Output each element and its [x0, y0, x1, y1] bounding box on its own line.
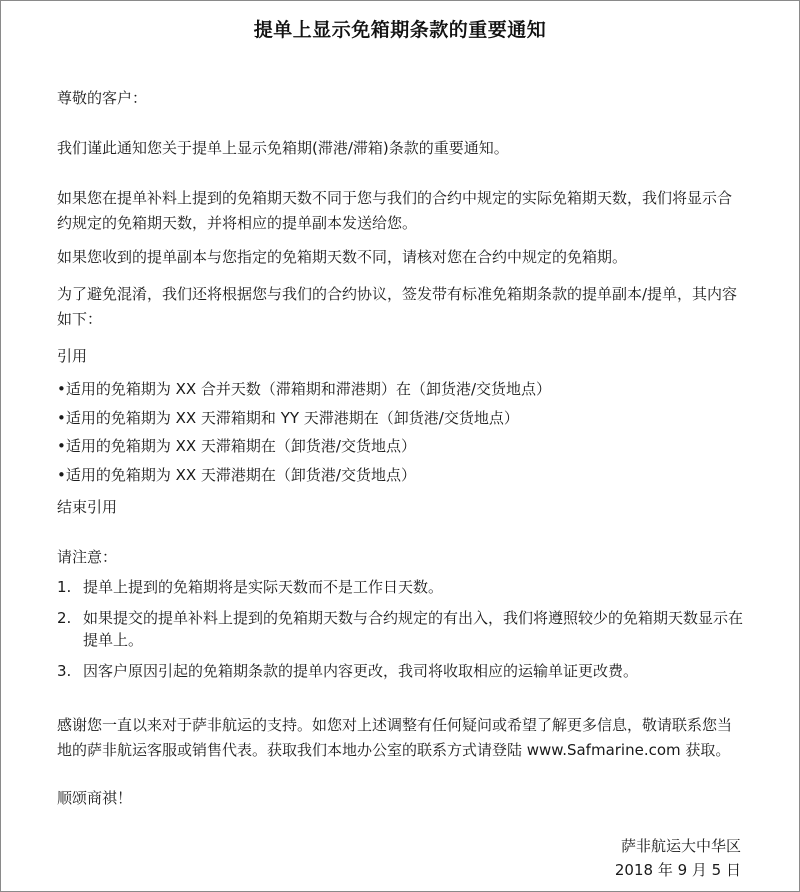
quote-end-label: 结束引用: [57, 498, 118, 516]
clause-item: •适用的免箱期为 XX 合并天数（滞箱期和滞港期）在（卸货港/交货地点）: [57, 380, 551, 398]
thanks-paragraph: 感谢您一直以来对于萨非航运的支持。如您对上述调整有任何疑问或希望了解更多信息，敬请联系您当地的萨非航运客服或销售代表。获取我们本地办公室的联系方式请登陆 www.Safmarine.com 获取。: [57, 716, 733, 759]
clause-item: •适用的免箱期为 XX 天滞港期在（卸货港/交货地点）: [57, 465, 416, 484]
note-item: [57, 576, 743, 598]
intro-paragraph: 我们谨此通知您关于提单上显示免箱期(滞港/滞箱)条款的重要通知。: [57, 139, 509, 157]
note-number: 2.: [57, 609, 72, 627]
note-text: 提单上提到的免箱期将是实际天数而不是工作日天数。: [83, 578, 444, 596]
notes-title: 请注意：: [57, 548, 118, 566]
signature-block: [615, 834, 741, 882]
note-item: [57, 660, 743, 682]
signature-company: 萨非航运大中华区: [620, 837, 741, 855]
verify-paragraph: 如果您收到的提单副本与您指定的免箱期天数不同，请核对您在合约中规定的免箱期。: [57, 248, 628, 266]
clause-item: •适用的免箱期为 XX 天滞箱期在（卸货港/交货地点）: [57, 437, 416, 455]
note-item: [57, 607, 743, 651]
signature-date: 2018 年 9 月 5 日: [614, 861, 741, 879]
note-text: 如果提交的提单补料上提到的免箱期天数与合约规定的有出入，我们将遵照较少的免箱期天数显示在提单上。: [83, 609, 744, 649]
page-title: 提单上显示免箱期条款的重要通知: [253, 19, 547, 41]
mismatch-paragraph: 如果您在提单补料上提到的免箱期天数不同于您与我们的合约中规定的实际免箱期天数，我们将显示合约规定的免箱期天数，并将相应的提单副本发送给您。: [57, 189, 733, 232]
quote-start-label: 引用: [57, 347, 88, 365]
clause-item: •适用的免箱期为 XX 天滞箱期和 YY 天滞港期在（卸货港/交货地点）: [57, 408, 519, 427]
salutation: 尊敬的客户：: [57, 89, 148, 107]
standard-clause-paragraph: 为了避免混淆，我们还将根据您与我们的合约协议，签发带有标准免箱期条款的提单副本/提单，其内容如下：: [57, 285, 738, 328]
note-number: 1.: [57, 578, 72, 596]
closing-line: 顺颂商祺！: [57, 789, 133, 807]
note-text: 因客户原因引起的免箱期条款的提单内容更改，我司将收取相应的运输单证更改费。: [83, 662, 639, 680]
note-number: 3.: [57, 662, 72, 680]
notes-list: [57, 576, 743, 682]
clause-list: [57, 375, 743, 489]
